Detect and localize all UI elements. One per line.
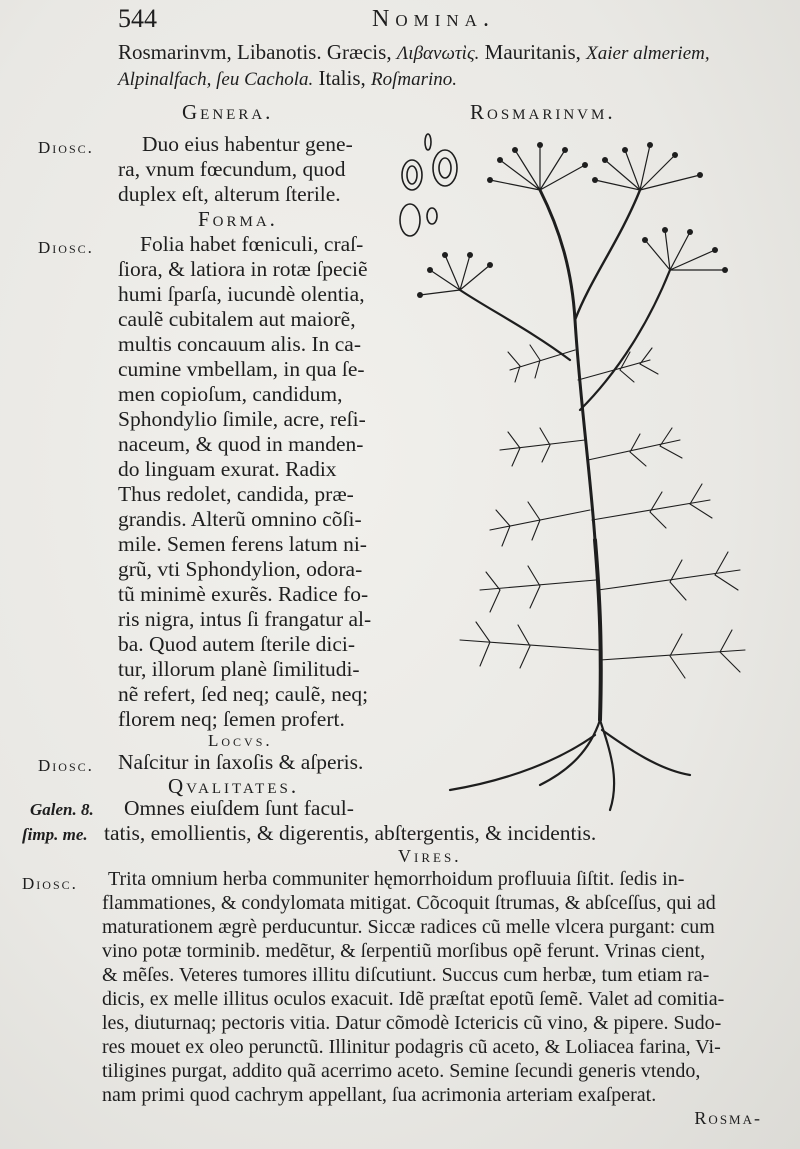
margin-note-galen: Galen. 8. bbox=[30, 800, 94, 819]
forma-line: nẽ refert, ſed neq; caulẽ, neq; bbox=[118, 682, 369, 706]
vires-line: dicis, ex melle illitus oculos exacuit. Idẽ præſtat epotũ ſemẽ. Valet ad comitia- bbox=[102, 988, 725, 1010]
forma-line: Sphondylio ſimile, acre, reſi- bbox=[118, 407, 366, 431]
nomina-italic: Roſmarino. bbox=[371, 69, 458, 90]
forma-line: caulẽ cubitalem aut maiorẽ, bbox=[118, 307, 356, 331]
locus-line: Naſcitur in ſaxoſis & aſperis. bbox=[118, 750, 364, 774]
forma-line: Folia habet fœniculi, craſ- bbox=[140, 232, 364, 256]
vires-line: nam primi quod cachrym appellant, ſua acrimonia arteriam exaſperat. bbox=[102, 1084, 657, 1106]
running-head: Nomina. bbox=[372, 6, 495, 32]
margin-note-diosc: Diosc. bbox=[38, 138, 94, 157]
forma-line: do linguam exurat. Radix bbox=[118, 457, 337, 481]
qualitates-line: Omnes eiuſdem ſunt facul- bbox=[124, 796, 354, 820]
genera-line: Duo eius habentur gene- bbox=[142, 132, 353, 156]
heading-vires: Vires. bbox=[398, 846, 462, 866]
nomina-text: Italis, bbox=[313, 66, 372, 90]
nomina-italic: Alpinalfach, ſeu Cachola. bbox=[118, 69, 314, 90]
nomina-text: Rosmarinvm, Libanotis. Græcis, bbox=[118, 40, 397, 64]
forma-line: multis concauum alis. In ca- bbox=[118, 332, 361, 356]
vires-line: & mẽſes. Veteres tumores illitu diſcutiunt. Succus cum herbæ, tum etiam ra- bbox=[102, 964, 710, 986]
margin-note-diosc: Diosc. bbox=[38, 756, 94, 775]
nomina-line-1 bbox=[118, 40, 710, 65]
heading-plant-title: Rosmarinvm. bbox=[470, 100, 616, 124]
vires-line: maturationem ægrè perducuntur. Siccæ radices cũ melle vlcera purgant: cum bbox=[102, 916, 715, 938]
catchword: Rosma- bbox=[694, 1108, 762, 1128]
forma-line: cumine vmbellam, in qua ſe- bbox=[118, 357, 365, 381]
nomina-text: Mauritanis, bbox=[479, 40, 587, 64]
woodcut-plant-icon bbox=[390, 120, 770, 820]
page-number: 544 bbox=[118, 4, 157, 33]
heading-locus: Locvs. bbox=[208, 731, 273, 750]
vires-line: vino potæ torminib. medẽtur, & ſerpentiũ morſibus opẽ ferunt. Vrinas cient, bbox=[102, 940, 706, 962]
vires-line: les, diuturnaq; pectoris vitia. Datur cõmodè Ictericis cũ vino, & pipere. Sudo- bbox=[102, 1012, 722, 1034]
heading-qualitates: Qvalitates. bbox=[168, 774, 300, 798]
forma-line: men copioſum, candidum, bbox=[118, 382, 343, 406]
forma-line: humi ſparſa, iucundè olentia, bbox=[118, 282, 365, 306]
vires-line: flammationes, & condylomata mitigat. Cõcoquit ſtrumas, & abſceſſus, qui ad bbox=[102, 892, 716, 914]
margin-note-diosc: Diosc. bbox=[22, 874, 78, 893]
vires-line: res mouet ex oleo perunctũ. Illinitur podagris cũ aceto, & Loliacea farina, Vi- bbox=[102, 1036, 721, 1058]
qualitates-line: tatis, emollientis, & digerentis, abſtergentis, & incidentis. bbox=[104, 821, 597, 845]
vires-line: tiligines purgat, addito quã acerrimo aceto. Semine ſecundi generis vtendo, bbox=[102, 1060, 701, 1082]
heading-genera: Genera. bbox=[182, 100, 274, 124]
forma-line: tur, illorum planè ſimilitudi- bbox=[118, 657, 360, 681]
forma-line: naceum, & quod in manden- bbox=[118, 432, 364, 456]
forma-line: Thus redolet, candida, præ- bbox=[118, 482, 354, 506]
margin-note-galen: ſimp. me. bbox=[22, 825, 88, 844]
genera-line: ra, vnum fœcundum, quod bbox=[118, 157, 346, 181]
forma-line: grandis. Alterũ omnino cõſi- bbox=[118, 507, 362, 531]
forma-line: ba. Quod autem ſterile dici- bbox=[118, 632, 356, 656]
nomina-line-2 bbox=[118, 66, 457, 91]
forma-line: grũ, vti Sphondylion, odora- bbox=[118, 557, 363, 581]
forma-line: ris nigra, intus ſi frangatur al- bbox=[118, 607, 372, 631]
forma-line: florem neq; ſemen profert. bbox=[118, 707, 345, 731]
vires-line: Trita omnium herba communiter hęmorrhoidum profluuia ſiſtit. ſedis in- bbox=[108, 868, 685, 890]
heading-forma: Forma. bbox=[198, 207, 278, 231]
forma-line: tũ minimè exurẽs. Radice fo- bbox=[118, 582, 369, 606]
margin-note-diosc: Diosc. bbox=[38, 238, 94, 257]
nomina-greek: Λιβανωτὶς. bbox=[396, 43, 480, 64]
nomina-italic: Xaier almeriem, bbox=[586, 43, 710, 64]
genera-line: duplex eſt, alterum ſterile. bbox=[118, 182, 341, 206]
seed-icons bbox=[400, 134, 457, 236]
forma-line: mile. Semen ferens latum ni- bbox=[118, 532, 367, 556]
forma-line: ſiora, & latiora in rotæ ſpeciẽ bbox=[118, 257, 368, 281]
